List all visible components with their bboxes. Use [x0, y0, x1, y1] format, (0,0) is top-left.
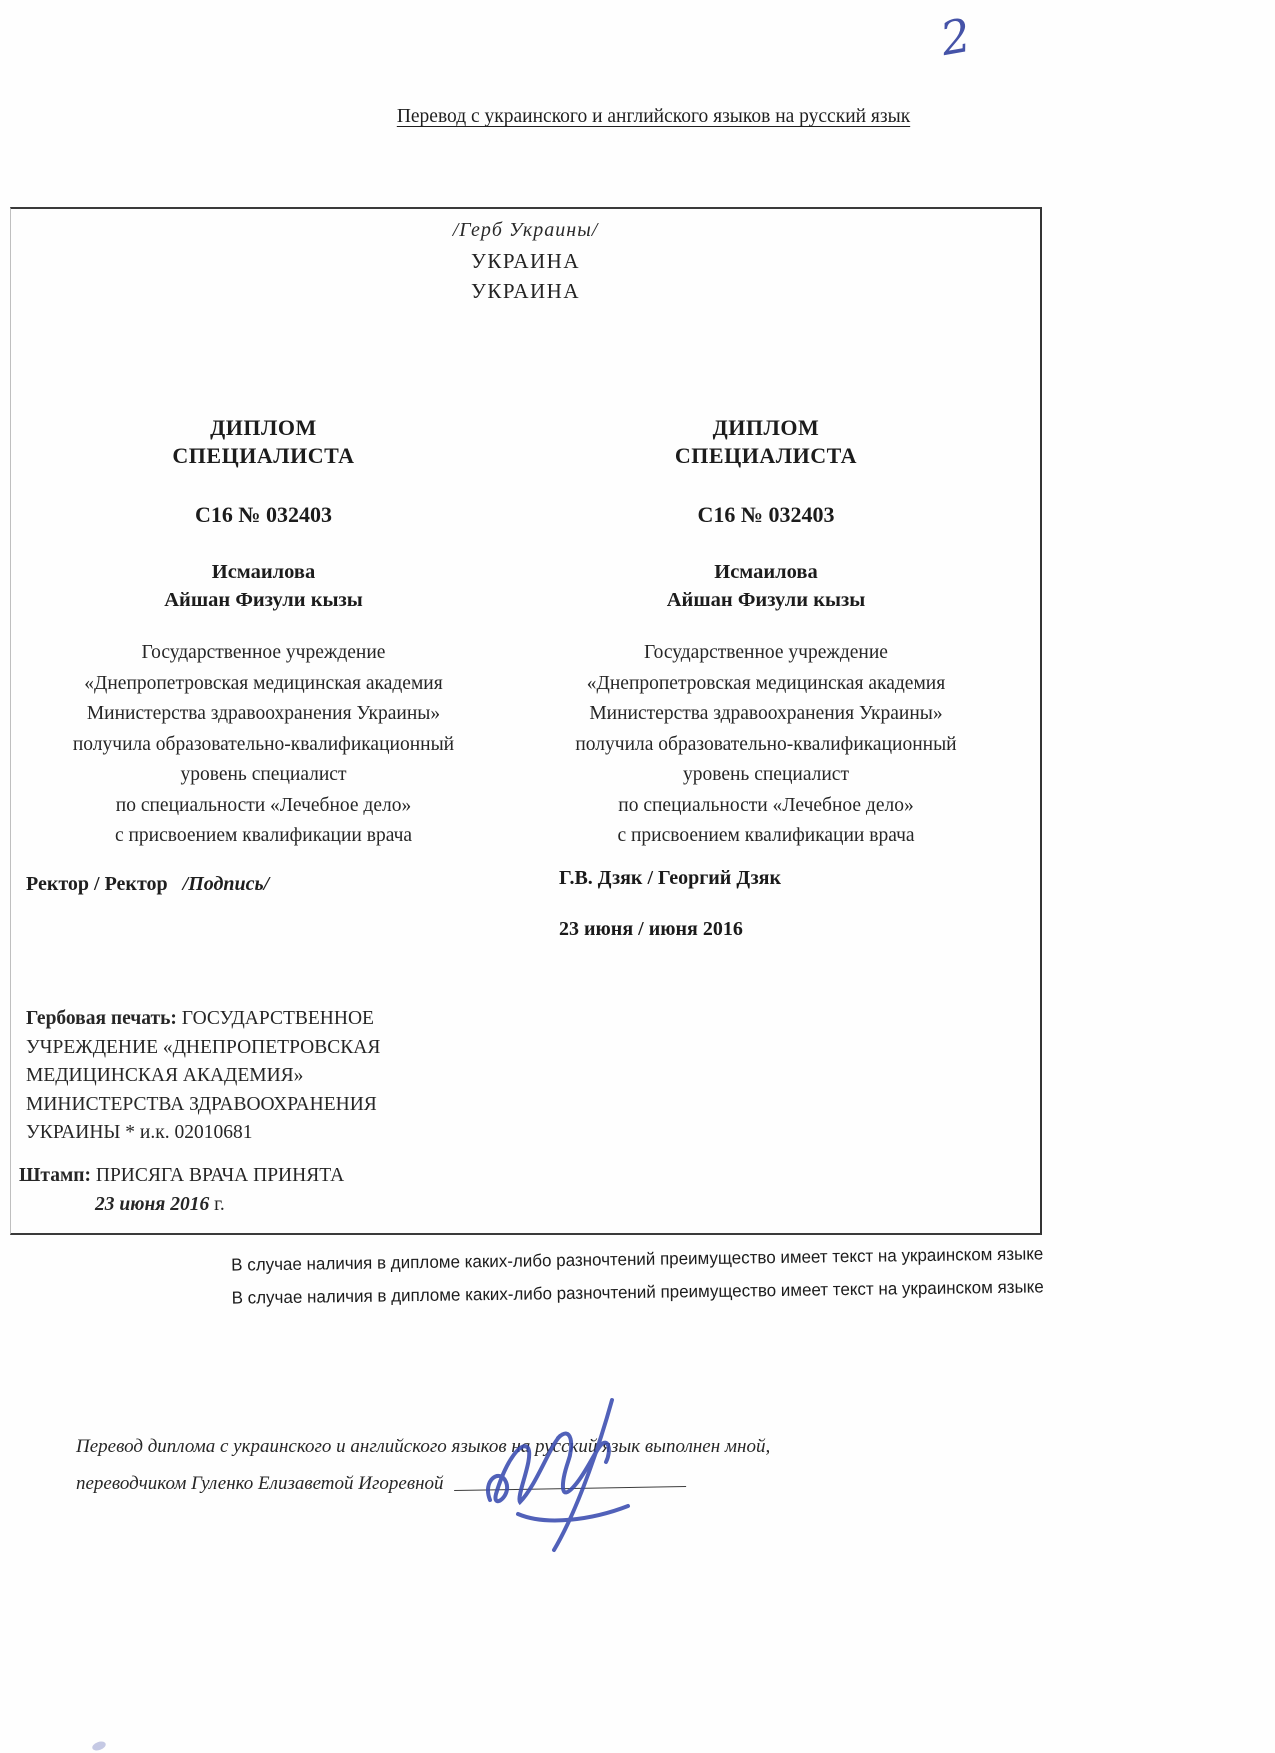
body-line: уровень специалист — [180, 764, 347, 785]
diploma-serial-number: С16 № 032403 — [195, 502, 332, 527]
stamp-date-line — [19, 1190, 344, 1219]
diploma-title — [531, 414, 1001, 470]
body-line: «Днепропетровская медицинская академия — [84, 672, 443, 694]
stamp-label: Штамп: — [19, 1165, 91, 1186]
certificate-frame — [10, 207, 1042, 1235]
seal-label: Гербовая печать: — [26, 1008, 177, 1029]
country-name-line1: УКРАИНА — [470, 249, 581, 273]
diploma-body-text — [11, 638, 516, 852]
handwritten-signature — [462, 1388, 712, 1558]
body-line: Министерства здравоохранения Украины» — [86, 703, 441, 724]
body-line: с присвоением квалификации врача — [617, 825, 915, 846]
disclaimer-line1: В случае наличия в дипломе каких-либо разночтений преимущество имеет текст на украинском языке — [231, 1243, 1044, 1275]
disclaimer-line2: В случае наличия в дипломе каких-либо разночтений преимущество имеет текст на украинском языке — [231, 1276, 1044, 1308]
country-name-line2: УКРАИНА — [470, 279, 581, 303]
diploma-column-left — [11, 414, 516, 852]
translator-note-line1: Перевод диплома с украинского и английского языков на русский язык выполнен мной, — [76, 1436, 771, 1457]
body-line: получила образовательно-квалификационный — [575, 733, 957, 755]
signature-date: 23 июня / июня 2016 — [559, 918, 743, 940]
diploma-title — [11, 414, 516, 470]
diploma-body-text — [531, 638, 1001, 852]
body-line: «Днепропетровская медицинская академия — [586, 672, 946, 694]
stamp-date-suffix: г. — [214, 1194, 225, 1215]
diploma-column-right — [531, 414, 1001, 852]
signature-placeholder-note: /Подпись/ — [182, 873, 270, 895]
body-line: Министерства здравоохранения Украины» — [589, 703, 943, 724]
rector-signature-line — [26, 873, 269, 896]
translation-direction-header: Перевод с украинского и английского языков на русский язык — [396, 106, 911, 127]
diploma-columns — [11, 414, 1040, 852]
body-line: по специальности «Лечебное дело» — [115, 794, 412, 816]
body-line: с присвоением квалификации врача — [114, 825, 413, 846]
diploma-title-line2: СПЕЦИАЛИСТА — [674, 443, 858, 468]
discrepancy-disclaimer — [0, 1234, 1275, 1318]
body-line: по специальности «Лечебное дело» — [618, 794, 914, 816]
rector-label: Ректор / Ректор — [26, 873, 168, 895]
stamp-line — [19, 1161, 344, 1190]
graduate-surname: Исмаилова — [211, 561, 316, 583]
body-line: Государственное учреждение — [141, 642, 386, 663]
graduate-surname: Исмаилова — [714, 561, 818, 583]
diploma-title-line1: ДИПЛОМ — [712, 415, 820, 440]
handwritten-page-number: 2 — [936, 7, 975, 67]
stamp-text: ПРИСЯГА ВРАЧА ПРИНЯТА — [95, 1165, 345, 1186]
signatory-name: Г.В. Дзяк / Георгий Дзяк — [559, 867, 781, 889]
body-line: уровень специалист — [683, 764, 849, 785]
diploma-title-line1: ДИПЛОМ — [210, 415, 317, 440]
graduate-name — [531, 558, 1001, 614]
translator-note-line2-prefix: переводчиком Гуленко Елизаветой Игоревной — [76, 1473, 444, 1494]
seal-description-block — [26, 1005, 462, 1148]
graduate-given-names: Айшан Физули кызы — [666, 589, 866, 611]
graduate-given-names: Айшан Физули кызы — [164, 589, 363, 611]
body-line: получила образовательно-квалификационный — [72, 733, 455, 755]
diploma-serial-number: С16 № 032403 — [697, 502, 835, 527]
diploma-title-line2: СПЕЦИАЛИСТА — [172, 443, 355, 468]
ink-smudge-mark — [91, 1740, 107, 1752]
coat-of-arms-note: /Герб Украины/ — [452, 219, 599, 241]
body-line: Государственное учреждение — [644, 642, 888, 663]
graduate-name — [11, 558, 516, 614]
stamp-date: 23 июня 2016 — [95, 1194, 210, 1215]
seal-text: ГОСУДАРСТВЕННОЕ УЧРЕЖДЕНИЕ «ДНЕПРОПЕТРОВСКАЯ МЕДИЦИНСКАЯ АКАДЕМИЯ» МИНИСТЕРСТВА ЗДРАВООХРАНЕНИЯ УКРАИНЫ * и.к. 02010681 — [26, 1008, 381, 1143]
stamp-description-block — [19, 1161, 344, 1219]
